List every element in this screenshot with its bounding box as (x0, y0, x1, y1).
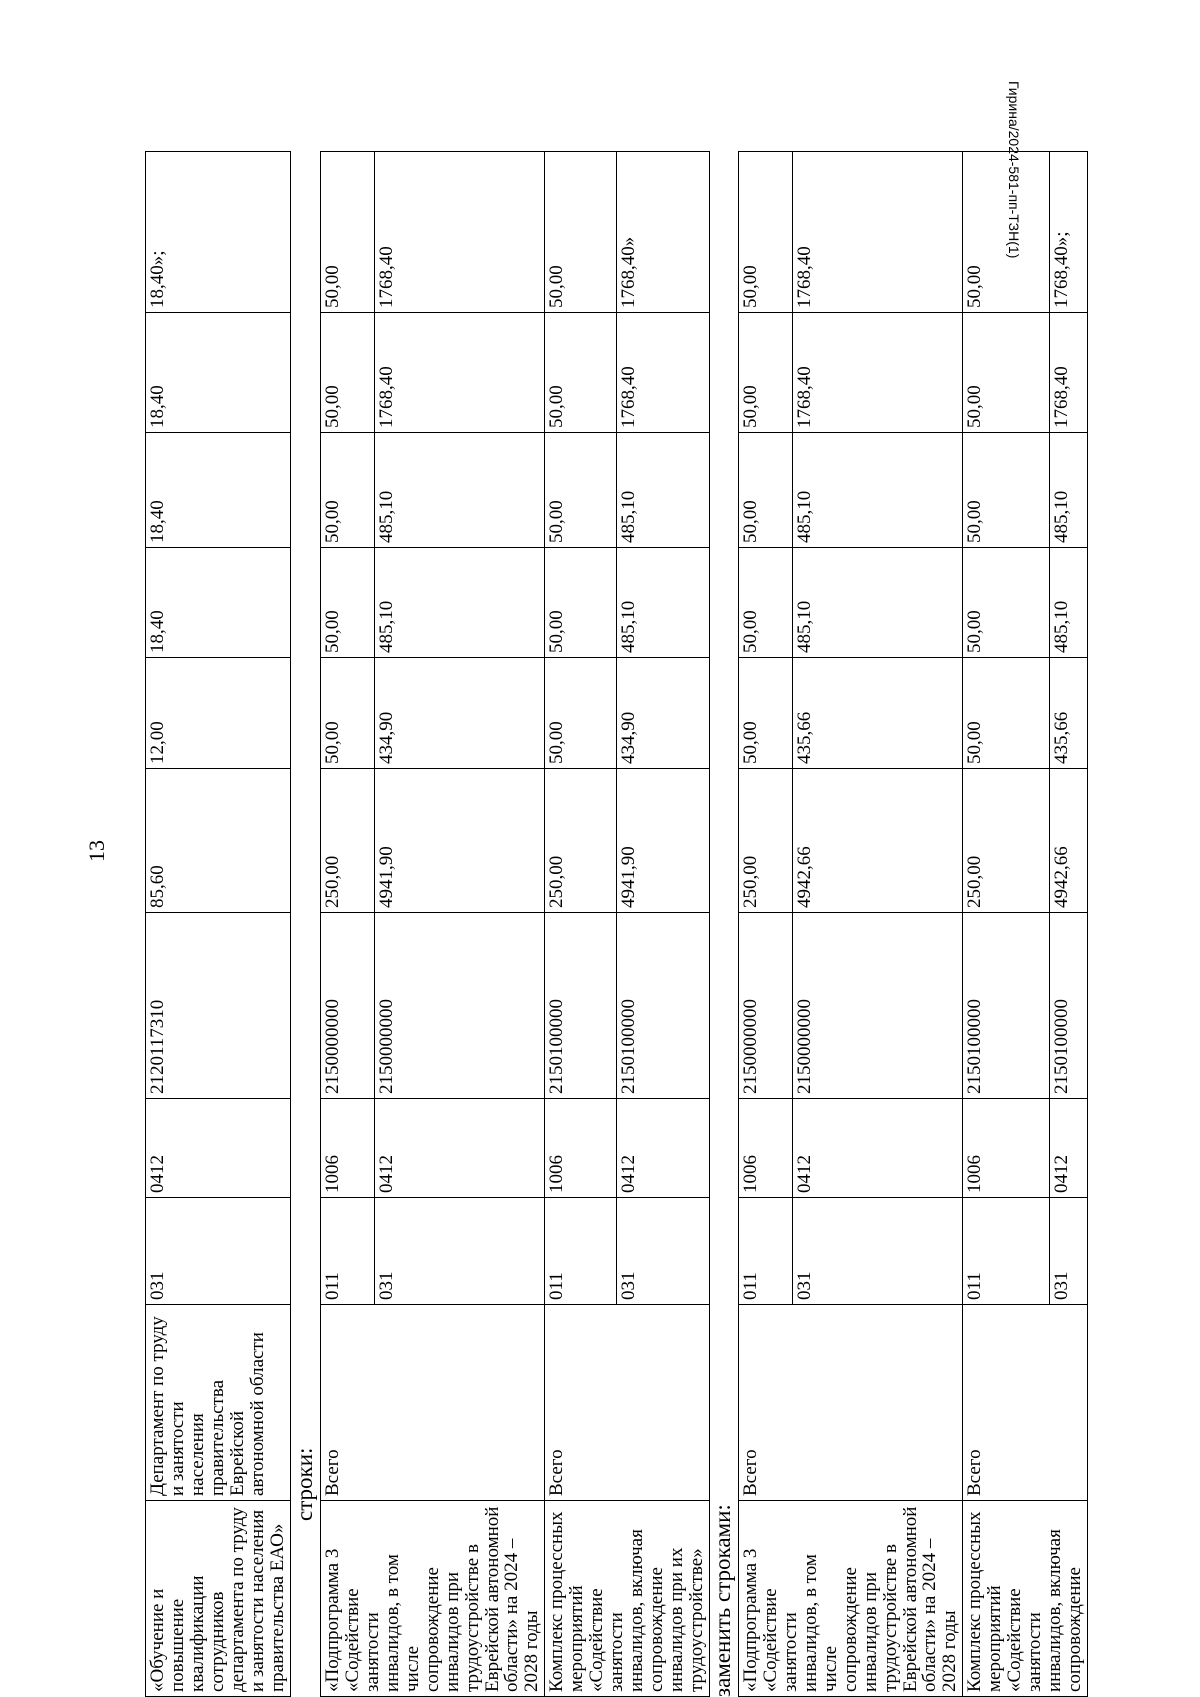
year-2025-cell: 485,10 (375, 548, 545, 658)
total-cell: 4942,66 (1050, 769, 1088, 913)
year-2027-cell: 1768,40 (616, 313, 709, 433)
year-2026-cell: 18,40 (146, 433, 291, 548)
year-2028-cell: 50,00 (739, 152, 793, 313)
year-2028-cell: 50,00 (321, 152, 375, 313)
year-2027-cell: 50,00 (963, 313, 1050, 433)
year-2026-cell: 50,00 (739, 433, 793, 548)
year-2025-cell: 50,00 (321, 548, 375, 658)
rzpr-cell: 0412 (793, 1099, 963, 1198)
rzpr-cell: 0412 (375, 1099, 545, 1198)
csr-cell: 2150000000 (793, 913, 963, 1099)
year-2025-cell: 18,40 (146, 548, 291, 658)
year-2025-cell: 485,10 (793, 548, 963, 658)
year-2028-cell: 1768,40 (793, 152, 963, 313)
year-2028-cell: 1768,40» (616, 152, 709, 313)
year-2024-cell: 50,00 (545, 658, 616, 769)
csr-cell: 2150100000 (545, 913, 616, 1099)
grbs-cell: 011 (963, 1198, 1050, 1305)
year-2026-cell: 50,00 (963, 433, 1050, 548)
grbs-cell: 011 (739, 1198, 793, 1305)
program-name-cell: «Подпрограмма 3 «Содействие занятости инвалидов, в том числе сопровождение инвалидов при трудоустройстве в Еврейской автономной области» на 2024 – 2028 годы (739, 1501, 963, 1697)
table-row (545, 152, 616, 1697)
total-cell: 250,00 (321, 769, 375, 913)
year-2025-cell: 485,10 (1050, 548, 1088, 658)
grbs-cell: 031 (793, 1198, 963, 1305)
year-2027-cell: 50,00 (545, 313, 616, 433)
table-row (146, 152, 291, 1697)
rzpr-cell: 1006 (545, 1099, 616, 1198)
total-cell: 85,60 (146, 769, 291, 913)
year-2025-cell: 485,10 (616, 548, 709, 658)
year-2025-cell: 50,00 (963, 548, 1050, 658)
grbs-cell: 031 (146, 1198, 291, 1305)
rzpr-cell: 1006 (321, 1099, 375, 1198)
year-2024-cell: 50,00 (321, 658, 375, 769)
csr-cell: 2150000000 (321, 913, 375, 1099)
year-2024-cell: 50,00 (963, 658, 1050, 769)
page-number: 13 (84, 840, 109, 862)
grbs-cell: 031 (616, 1198, 709, 1305)
rotated-landscape-content (0, 97, 1200, 1697)
total-cell: 250,00 (739, 769, 793, 913)
label-replace: заменить строками: (710, 1504, 735, 1697)
year-2027-cell: 50,00 (739, 313, 793, 433)
complex-name-cell: Комплекс процессных мероприятий «Содействие занятости инвалидов, включая сопровождение (963, 1501, 1088, 1697)
year-2026-cell: 485,10 (375, 433, 545, 548)
year-2026-cell: 50,00 (321, 433, 375, 548)
year-2024-cell: 434,90 (375, 658, 545, 769)
year-2024-cell: 12,00 (146, 658, 291, 769)
year-2026-cell: 485,10 (616, 433, 709, 548)
event-name-cell: «Обучение и повышение квалификации сотрудников департамента по труду и занятости населения правительства ЕАО» (146, 1501, 291, 1697)
year-2026-cell: 485,10 (1050, 433, 1088, 548)
executor-cell: Всего (963, 1305, 1088, 1501)
rzpr-cell: 1006 (739, 1099, 793, 1198)
total-cell: 250,00 (545, 769, 616, 913)
csr-cell: 2120117310 (146, 913, 291, 1099)
program-name-cell: «Подпрограмма 3 «Содействие занятости инвалидов, в том числе сопровождение инвалидов при трудоустройстве в Еврейской автономной области» на 2024 – 2028 годы (321, 1501, 545, 1697)
old-rows-table (320, 151, 710, 1697)
table-row (963, 152, 1050, 1697)
executor-cell: Всего (545, 1305, 710, 1501)
grbs-cell: 031 (1050, 1198, 1088, 1305)
executor-cell: Департамент по труду и занятости населения правительства Еврейской автономной области (146, 1305, 291, 1501)
rzpr-cell: 0412 (1050, 1099, 1088, 1198)
table-row (739, 152, 793, 1697)
total-cell: 250,00 (963, 769, 1050, 913)
year-2028-cell: 1768,40»; (1050, 152, 1088, 313)
rzpr-cell: 0412 (616, 1099, 709, 1198)
executor-cell: Всего (321, 1305, 545, 1501)
year-2027-cell: 1768,40 (793, 313, 963, 433)
document-code-footer: Гирина/2024-581-пп-ТЗН(1) (1006, 81, 1022, 259)
year-2026-cell: 50,00 (545, 433, 616, 548)
year-2028-cell: 50,00 (545, 152, 616, 313)
table-row (321, 152, 375, 1697)
year-2024-cell: 435,66 (793, 658, 963, 769)
complex-name-cell: Комплекс процессных мероприятий «Содействие занятости инвалидов, включая сопровождение инвалидов при их трудоустройстве» (545, 1501, 710, 1697)
year-2025-cell: 50,00 (545, 548, 616, 658)
csr-cell: 2150100000 (963, 913, 1050, 1099)
rzpr-cell: 1006 (963, 1099, 1050, 1198)
rzpr-cell: 0412 (146, 1099, 291, 1198)
grbs-cell: 011 (545, 1198, 616, 1305)
total-cell: 4942,66 (793, 769, 963, 913)
year-2026-cell: 485,10 (793, 433, 963, 548)
year-2027-cell: 1768,40 (1050, 313, 1088, 433)
year-2027-cell: 50,00 (321, 313, 375, 433)
total-cell: 4941,90 (375, 769, 545, 913)
executor-cell: Всего (739, 1305, 963, 1501)
csr-cell: 2150100000 (616, 913, 709, 1099)
previous-table-fragment (145, 151, 291, 1697)
year-2024-cell: 435,66 (1050, 658, 1088, 769)
csr-cell: 2150000000 (739, 913, 793, 1099)
csr-cell: 2150000000 (375, 913, 545, 1099)
new-rows-table (738, 151, 1088, 1697)
year-2024-cell: 50,00 (739, 658, 793, 769)
year-2024-cell: 434,90 (616, 658, 709, 769)
year-2028-cell: 18,40»; (146, 152, 291, 313)
grbs-cell: 011 (321, 1198, 375, 1305)
year-2028-cell: 1768,40 (375, 152, 545, 313)
csr-cell: 2150100000 (1050, 913, 1088, 1099)
year-2025-cell: 50,00 (739, 548, 793, 658)
year-2028-cell: 50,00 (963, 152, 1050, 313)
grbs-cell: 031 (375, 1198, 545, 1305)
year-2027-cell: 1768,40 (375, 313, 545, 433)
label-lines: строки: (292, 1447, 317, 1521)
total-cell: 4941,90 (616, 769, 709, 913)
year-2027-cell: 18,40 (146, 313, 291, 433)
